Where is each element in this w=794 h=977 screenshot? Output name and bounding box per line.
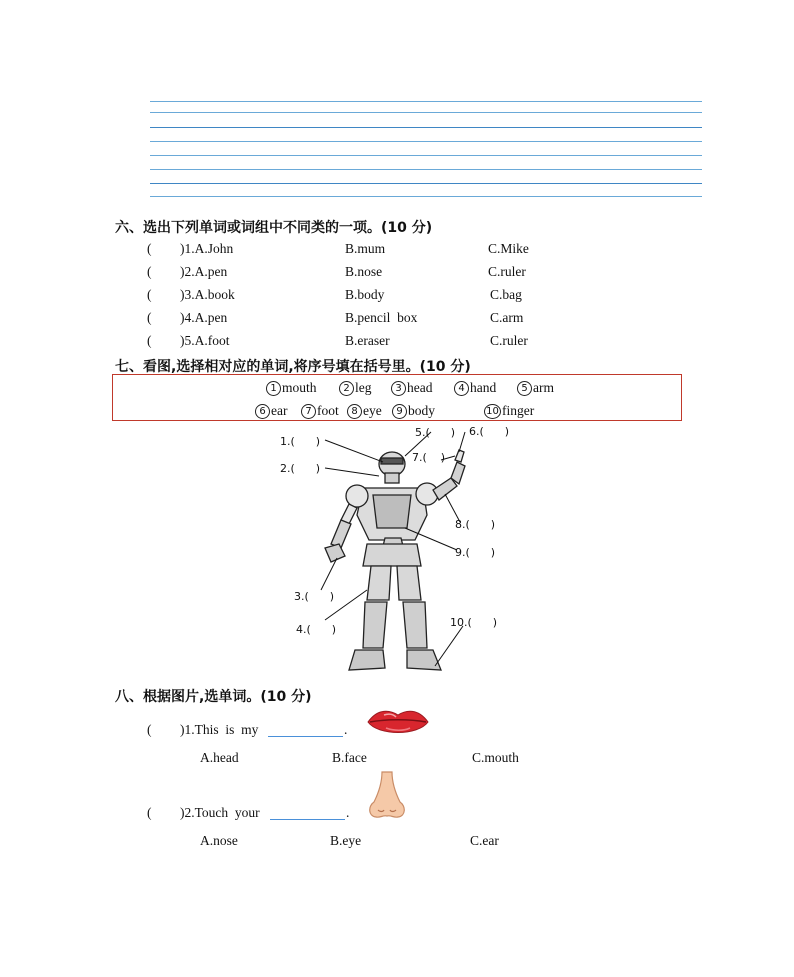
word-label: arm xyxy=(533,380,554,395)
word-bank-item xyxy=(339,380,372,396)
q6-2-option-a: )2.A.pen xyxy=(180,264,228,279)
robot-label-6[interactable]: 6.( ) xyxy=(469,425,510,438)
number-circle-icon: 9 xyxy=(392,404,407,419)
number-circle-icon: 1 xyxy=(266,381,281,396)
robot-label-1[interactable]: 1.( ) xyxy=(280,435,321,448)
robot-label-5[interactable]: 5.( ) xyxy=(415,426,456,439)
q6-1-option-c: C.Mike xyxy=(488,241,529,256)
nose-icon xyxy=(366,770,408,820)
word-label: finger xyxy=(502,403,535,418)
q6-3-option-b: B.body xyxy=(345,287,385,302)
q8-2-option-a: A.nose xyxy=(200,833,238,848)
word-label: foot xyxy=(317,403,339,418)
number-circle-icon: 7 xyxy=(301,404,316,419)
number-circle-icon: 4 xyxy=(454,381,469,396)
q6-5-option-a: )5.A.foot xyxy=(180,333,230,348)
q6-4-paren[interactable]: ( xyxy=(147,310,152,325)
word-label: body xyxy=(408,403,435,418)
q8-1-paren[interactable]: ( xyxy=(147,722,152,737)
word-label: head xyxy=(407,380,433,395)
number-circle-icon: 3 xyxy=(391,381,406,396)
word-bank-item xyxy=(391,380,432,396)
q8-2-paren[interactable]: ( xyxy=(147,805,152,820)
q8-2-option-b: B.eye xyxy=(330,833,362,848)
word-bank-item xyxy=(454,380,496,396)
q6-4-option-b: B.pencil box xyxy=(345,310,418,325)
word-label: eye xyxy=(363,403,382,418)
word-label: hand xyxy=(470,380,497,395)
word-bank-item xyxy=(517,380,554,396)
q6-5-option-c: C.ruler xyxy=(490,333,528,348)
robot-label-7[interactable]: 7.( ) xyxy=(412,451,446,464)
word-bank-item xyxy=(255,403,287,419)
number-circle-icon: 5 xyxy=(517,381,532,396)
q6-2-paren[interactable]: ( xyxy=(147,264,152,279)
word-bank-item xyxy=(484,403,534,419)
q6-4-option-a: )4.A.pen xyxy=(180,310,228,325)
q8-1-period: . xyxy=(344,722,348,737)
robot-label-2[interactable]: 2.( ) xyxy=(280,462,321,475)
word-bank-item xyxy=(266,380,317,396)
word-label: leg xyxy=(355,380,372,395)
number-circle-icon: 6 xyxy=(255,404,270,419)
handwriting-lines xyxy=(150,100,702,200)
q6-4-option-c: C.arm xyxy=(490,310,524,325)
section7-title: 七、看图,选择相对应的单词,将序号填在括号里。(10 分) xyxy=(115,359,471,375)
word-label: ear xyxy=(271,403,288,418)
q6-3-paren[interactable]: ( xyxy=(147,287,152,302)
robot-label-9[interactable]: 9.( ) xyxy=(455,546,496,559)
robot-label-8[interactable]: 8.( ) xyxy=(455,518,496,531)
number-circle-icon: 2 xyxy=(339,381,354,396)
q6-2-option-b: B.nose xyxy=(345,264,383,279)
robot-label-3[interactable]: 3.( ) xyxy=(294,590,335,603)
q6-1-option-a: )1.A.John xyxy=(180,241,234,256)
q8-1-text: )1.This is my xyxy=(180,722,259,737)
number-circle-icon: 8 xyxy=(347,404,362,419)
section8-title: 八、根据图片,选单词。(10 分) xyxy=(115,689,312,705)
q6-5-paren[interactable]: ( xyxy=(147,333,152,348)
q8-1-blank[interactable] xyxy=(268,724,343,742)
q6-3-option-a: )3.A.book xyxy=(180,287,235,302)
word-bank-item xyxy=(347,403,382,419)
q8-2-text: )2.Touch your xyxy=(180,805,260,820)
robot-label-4[interactable]: 4.( ) xyxy=(296,623,337,636)
robot-label-10[interactable]: 10.( ) xyxy=(450,616,498,629)
q6-3-option-c: C.bag xyxy=(490,287,522,302)
lips-icon xyxy=(366,706,430,738)
number-circle-icon: 10 xyxy=(484,404,501,419)
word-bank-item xyxy=(392,403,435,419)
q6-2-option-c: C.ruler xyxy=(488,264,526,279)
q8-1-option-a: A.head xyxy=(200,750,239,765)
q8-2-blank[interactable] xyxy=(270,807,345,825)
q8-2-option-c: C.ear xyxy=(470,833,499,848)
q6-5-option-b: B.eraser xyxy=(345,333,390,348)
q6-1-paren[interactable]: ( xyxy=(147,241,152,256)
q8-2-period: . xyxy=(346,805,350,820)
section6-title: 六、选出下列单词或词组中不同类的一项。(10 分) xyxy=(115,220,433,236)
q6-1-option-b: B.mum xyxy=(345,241,386,256)
word-label: mouth xyxy=(282,380,317,395)
q8-1-option-b: B.face xyxy=(332,750,367,765)
word-bank-item xyxy=(301,403,339,419)
q8-1-option-c: C.mouth xyxy=(472,750,519,765)
